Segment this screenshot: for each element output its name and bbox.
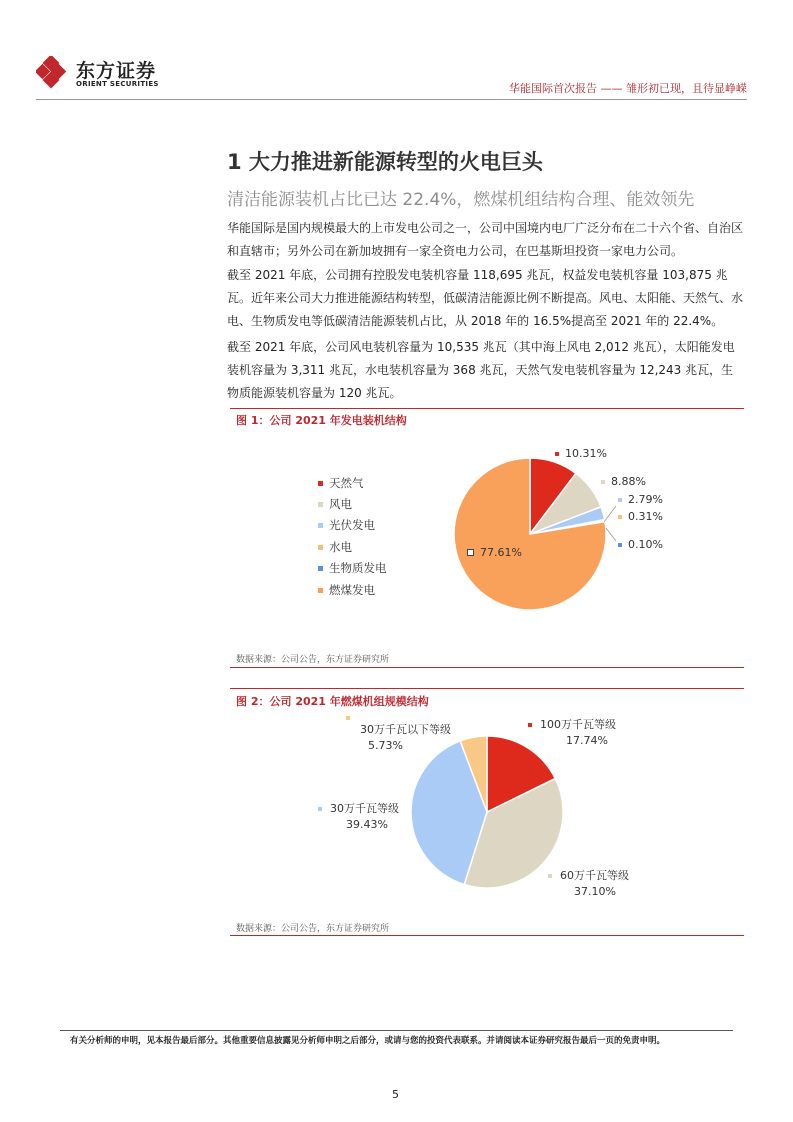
figure2-bottom-rule [230, 935, 744, 936]
legend-item-solar [318, 517, 375, 533]
legend-item-coal [318, 582, 375, 598]
legend-item-biomass [318, 560, 387, 576]
pie1-label-wind-marker [601, 480, 605, 484]
legend-dot-wind [318, 502, 323, 507]
legend-label-coal: 燃煤发电 [329, 583, 375, 597]
pie1-label-biomass-marker [618, 543, 622, 547]
pie1-leader-line-0 [604, 506, 616, 522]
pie1-leader-line-1 [606, 528, 616, 541]
figure2-top-rule [230, 688, 744, 689]
header-divider [36, 99, 747, 100]
legend-dot-solar [318, 523, 323, 528]
legend-label-wind: 风电 [329, 497, 352, 511]
page-number: 5 [392, 1088, 399, 1101]
pie2-label-60-name: 60万千瓦等级 [560, 869, 629, 882]
pie2-label-30-marker [318, 807, 322, 811]
pie1-label-wind [601, 475, 646, 488]
pie1-label-hydro [618, 510, 663, 523]
pie1-label-gas [555, 447, 607, 460]
figure2-title: 图 2：公司 2021 年燃煤机组规模结构 [236, 695, 429, 708]
pie2-label-30-value: 39.43% [346, 818, 388, 831]
pie2-label-60-name-row [548, 868, 629, 884]
pie1-label-coal [467, 546, 522, 559]
pie2-label-30 [318, 801, 399, 833]
logo-en: ORIENT SECURITIES [76, 80, 159, 88]
pie2-label-below30-value: 5.73% [368, 739, 403, 752]
figure1-top-rule [230, 408, 744, 409]
section-title: 1 大力推进新能源转型的火电巨头 [227, 150, 543, 174]
pie2-label-60-marker [548, 874, 552, 878]
pie1-label-solar-marker [618, 498, 622, 502]
pie1-label-biomass-text: 0.10% [628, 538, 663, 551]
figure1-title: 图 1：公司 2021 年发电装机结构 [236, 414, 407, 427]
report-title: 华能国际首次报告 —— 雏形初已现，且待显峥嵘 [509, 82, 747, 95]
legend-label-solar: 光伏发电 [329, 518, 375, 532]
pie1-label-coal-marker [467, 549, 474, 556]
pie2-label-below30-name: 30万千瓦以下等级 [360, 723, 451, 736]
legend-label-biomass: 生物质发电 [329, 561, 387, 575]
pie2-label-100 [528, 717, 616, 749]
legend-dot-hydro [318, 545, 323, 550]
pie2-label-below30 [346, 714, 451, 754]
section-subtitle: 清洁能源装机占比已达 22.4%，燃煤机组结构合理、能效领先 [227, 190, 695, 210]
pie2-label-30-name-row [318, 801, 399, 817]
legend-label-hydro: 水电 [329, 540, 352, 554]
pie2-label-60-value: 37.10% [574, 885, 616, 898]
pie1-label-hydro-text: 0.31% [628, 510, 663, 523]
paragraph-3: 截至 2021 年底，公司风电装机容量为 10,535 兆瓦（其中海上风电 2,012 兆瓦），太阳能发电装机容量为 3,311 兆瓦，水电装机容量为 368 兆瓦，天然气发电装机容量为 12,243 兆瓦，生物质能源装机容量为 120 兆瓦。 [227, 340, 735, 400]
legend-item-gas [318, 475, 364, 491]
figure1-bottom-rule [230, 667, 744, 668]
pie1-label-wind-text: 8.88% [611, 475, 646, 488]
pie1-label-gas-text: 10.31% [565, 447, 607, 460]
pie1-label-hydro-marker [618, 515, 622, 519]
pie1-label-solar [618, 493, 663, 506]
pie2-label-100-name-row [528, 717, 616, 733]
legend-label-gas: 天然气 [329, 476, 364, 490]
figure1-source: 数据来源：公司公告，东方证券研究所 [236, 655, 390, 665]
figure2-source: 数据来源：公司公告，东方证券研究所 [236, 924, 390, 934]
pie1-label-biomass [618, 538, 663, 551]
pie1-label-gas-marker [555, 452, 559, 456]
legend-item-wind [318, 496, 352, 512]
logo-cn: 东方证券 [76, 60, 157, 82]
paragraph-1: 华能国际是国内规模最大的上市发电公司之一，公司中国境内电厂广泛分布在二十六个省、自治区和直辖市；另外公司在新加坡拥有一家全资电力公司，在巴基斯坦投资一家电力公司。 [227, 221, 744, 258]
legend-dot-coal [318, 588, 323, 593]
pie1-label-coal-text: 77.61% [480, 546, 522, 559]
pie2-label-below30-marker [346, 716, 350, 720]
logo-diamond-icon [36, 56, 70, 90]
footer-divider [60, 1030, 733, 1031]
logo [36, 56, 196, 96]
paragraph-2: 截至 2021 年底，公司拥有控股发电装机容量 118,695 兆瓦，权益发电装机容量 103,875 兆瓦。近年来公司大力推进能源结构转型，低碳清洁能源比例不断提高。风电、太阳能、天然气、水电、生物质发电等低碳清洁能源装机占比，从 2018 年的 16.5%提高至 2021 年的 22.4%。 [227, 268, 744, 328]
legend-dot-gas [318, 481, 323, 486]
pie2-label-100-name: 100万千瓦等级 [540, 718, 616, 731]
pie2-label-60 [548, 868, 629, 900]
legend-dot-biomass [318, 566, 323, 571]
footer-disclaimer: 有关分析师的申明，见本报告最后部分。其他重要信息披露见分析师申明之后部分，或请与您的投资代表联系。并请阅读本证券研究报告最后一页的免责申明。 [70, 1036, 666, 1046]
legend-item-hydro [318, 539, 352, 555]
pie2-label-100-value: 17.74% [566, 734, 608, 747]
pie1-label-solar-text: 2.79% [628, 493, 663, 506]
pie2-label-below30-name-row [346, 714, 451, 738]
pie-chart-1 [430, 440, 630, 640]
pie2-label-100-marker [528, 723, 532, 727]
pie2-label-30-name: 30万千瓦等级 [330, 802, 399, 815]
